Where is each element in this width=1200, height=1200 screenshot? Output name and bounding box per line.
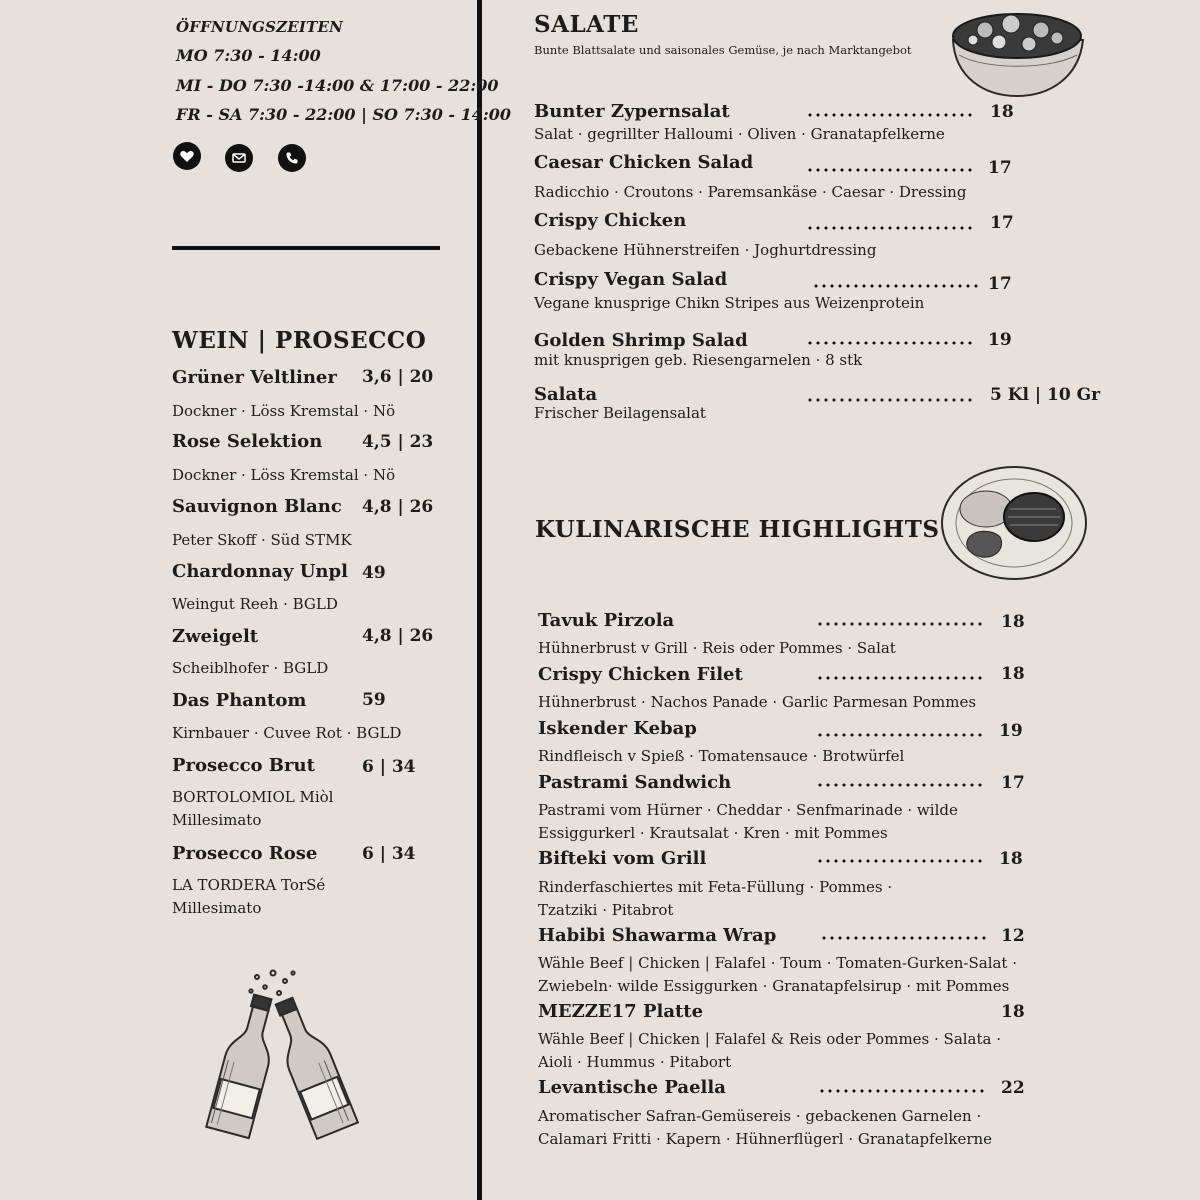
menu-item-name: Pastrami Sandwich — [538, 772, 732, 793]
wine-name: Chardonnay Unpl — [172, 561, 348, 582]
wine-price: 59 — [362, 690, 386, 710]
heart-icon[interactable] — [173, 142, 201, 170]
wine-name: Grüner Veltliner — [172, 367, 337, 388]
dot-leader — [806, 226, 972, 230]
menu-item-name: Levantische Paella — [538, 1077, 726, 1098]
hours-line: MI - DO 7:30 -14:00 & 17:00 - 22:00 — [176, 76, 499, 95]
menu-item-desc: Vegane knusprige Chikn Stripes aus Weizenprotein — [534, 294, 925, 312]
column-divider — [477, 0, 482, 1200]
menu-item-desc: Frischer Beilagensalat — [534, 404, 706, 422]
dot-leader — [816, 676, 982, 680]
dot-leader — [816, 733, 982, 737]
menu-item-desc: Salat · gegrillter Halloumi · Oliven · Granatapfelkerne — [534, 125, 945, 143]
dot-leader — [806, 398, 972, 402]
dot-leader — [820, 936, 986, 940]
wine-name: Prosecco Brut — [172, 755, 315, 776]
wine-price: 6 | 34 — [362, 757, 416, 777]
menu-item-price: 19 — [988, 330, 1012, 350]
menu-item-name: Crispy Chicken Filet — [538, 664, 743, 685]
menu-item-price: 12 — [1001, 926, 1025, 946]
menu-item-desc: mit knusprigen geb. Riesengarnelen · 8 stk — [534, 351, 863, 369]
menu-item-name: Crispy Chicken — [534, 210, 687, 231]
salate-section-title: SALATE — [534, 11, 639, 38]
wine-name: Das Phantom — [172, 690, 307, 711]
steak-plate-illustration — [940, 463, 1088, 588]
menu-item-price: 5 Kl | 10 Gr — [990, 385, 1101, 405]
wine-desc: Scheiblhofer · BGLD — [172, 659, 329, 677]
menu-item-desc: Wähle Beef | Chicken | Falafel & Reis oder Pommes · Salata · Aioli · Hummus · Pitabort — [538, 1030, 1002, 1071]
highlights-section-title: KULINARISCHE HIGHLIGHTS — [535, 516, 940, 543]
menu-item-name: Crispy Vegan Salad — [534, 269, 728, 290]
menu-item-name: Bunter Zypernsalat — [534, 101, 730, 122]
wine-desc: Dockner · Löss Kremstal · Nö — [172, 466, 396, 484]
wine-price: 4,5 | 23 — [362, 432, 434, 452]
menu-item-desc: Radicchio · Croutons · Paremsankäse · Caesar · Dressing — [534, 183, 967, 201]
menu-item-price: 17 — [988, 158, 1012, 178]
menu-item-price: 18 — [990, 102, 1014, 122]
hours-line: FR - SA 7:30 - 22:00 | SO 7:30 - 14:00 — [176, 105, 512, 124]
menu-item-desc: Rinderfaschiertes mit Feta-Füllung · Pommes · Tzatziki · Pitabrot — [538, 878, 893, 919]
hours-title: ÖFFNUNGSZEITEN — [176, 18, 344, 36]
menu-item-name: Iskender Kebap — [538, 718, 697, 739]
wine-section-title: WEIN | PROSECCO — [172, 327, 427, 354]
dot-leader — [818, 1089, 984, 1093]
prosecco-bottles-illustration — [195, 965, 395, 1155]
wine-desc: Kirnbauer · Cuvee Rot · BGLD — [172, 724, 402, 742]
wine-desc: Weingut Reeh · BGLD — [172, 595, 338, 613]
menu-item-desc: Gebackene Hühnerstreifen · Joghurtdressing — [534, 241, 877, 259]
dot-leader — [816, 622, 982, 626]
menu-item-price: 19 — [999, 721, 1023, 741]
wine-desc: LA TORDERA TorSé Millesimato — [172, 876, 326, 917]
dot-leader — [812, 284, 978, 288]
menu-item-desc: Aromatischer Safran-Gemüsereis · gebackenen Garnelen · Calamari Fritti · Kapern · Hühnerflügerl · Granatapfelkerne — [538, 1107, 993, 1148]
menu-item-price: 18 — [1001, 1002, 1025, 1022]
menu-item-desc: Rindfleisch v Spieß · Tomatensauce · Brotwürfel — [538, 747, 905, 765]
dot-leader — [806, 341, 972, 345]
wine-desc: BORTOLOMIOL Miòl Millesimato — [172, 788, 334, 829]
menu-item-price: 22 — [1001, 1078, 1025, 1098]
wine-price: 3,6 | 20 — [362, 367, 434, 387]
menu-item-desc: Hühnerbrust · Nachos Panade · Garlic Parmesan Pommes — [538, 693, 977, 711]
menu-item-price: 18 — [1001, 612, 1025, 632]
dot-leader — [806, 168, 972, 172]
menu-item-price: 17 — [1001, 773, 1025, 793]
wine-name: Zweigelt — [172, 626, 259, 647]
wine-price: 6 | 34 — [362, 844, 416, 864]
hours-line: MO 7:30 - 14:00 — [176, 46, 321, 65]
wine-name: Sauvignon Blanc — [172, 496, 342, 517]
menu-item-price: 18 — [999, 849, 1023, 869]
dot-leader — [806, 113, 972, 117]
section-rule — [172, 246, 440, 250]
menu-item-name: Tavuk Pirzola — [538, 610, 675, 631]
menu-item-name: MEZZE17 Platte — [538, 1001, 704, 1022]
wine-price: 49 — [362, 563, 386, 583]
phone-icon[interactable] — [278, 144, 306, 172]
menu-item-desc: Hühnerbrust v Grill · Reis oder Pommes · Salat — [538, 639, 896, 657]
dot-leader — [816, 859, 982, 863]
wine-name: Prosecco Rose — [172, 843, 318, 864]
menu-item-price: 18 — [1001, 664, 1025, 684]
menu-item-desc: Pastrami vom Hürner · Cheddar · Senfmarinade · wilde Essiggurkerl · Krautsalat · Kren · mit Pommes — [538, 801, 958, 842]
dot-leader — [816, 783, 982, 787]
menu-item-price: 17 — [988, 274, 1012, 294]
wine-desc: Peter Skoff · Süd STMK — [172, 531, 352, 549]
menu-item-desc: Wähle Beef | Chicken | Falafel · Toum · Tomaten-Gurken-Salat · Zwiebeln· wilde Essiggurken · Granatapfelsirup · mit Pommes — [538, 954, 1017, 995]
mail-icon[interactable] — [225, 144, 253, 172]
wine-price: 4,8 | 26 — [362, 497, 434, 517]
menu-item-name: Golden Shrimp Salad — [534, 330, 748, 351]
salad-bowl-illustration — [945, 0, 1090, 100]
menu-item-name: Caesar Chicken Salad — [534, 152, 754, 173]
wine-price: 4,8 | 26 — [362, 626, 434, 646]
menu-item-price: 17 — [990, 213, 1014, 233]
wine-desc: Dockner · Löss Kremstal · Nö — [172, 402, 396, 420]
menu-item-name: Bifteki vom Grill — [538, 848, 707, 869]
wine-name: Rose Selektion — [172, 431, 323, 452]
menu-item-name: Salata — [534, 384, 598, 405]
menu-item-name: Habibi Shawarma Wrap — [538, 925, 777, 946]
salate-subtitle: Bunte Blattsalate und saisonales Gemüse, je nach Marktangebot — [534, 43, 912, 57]
